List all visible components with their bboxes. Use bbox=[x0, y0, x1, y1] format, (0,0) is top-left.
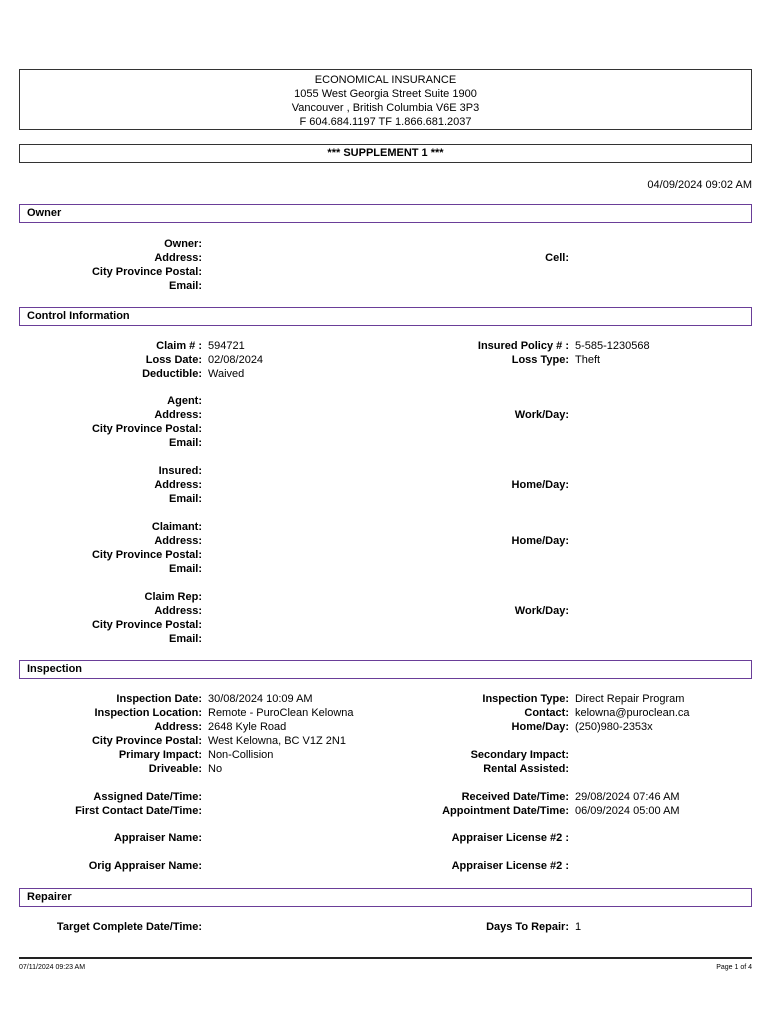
report-timestamp: 04/09/2024 09:02 AM bbox=[647, 179, 752, 191]
company-phone: F 604.684.1197 TF 1.866.681.2037 bbox=[299, 116, 472, 128]
field-value-left: Non-Collision bbox=[208, 749, 274, 761]
field-value-left: 594721 bbox=[208, 340, 245, 352]
field-value-left: 2648 Kyle Road bbox=[208, 721, 287, 733]
field-label-left: Driveable: bbox=[148, 763, 202, 775]
field-label-left: City Province Postal: bbox=[91, 619, 202, 631]
field-row bbox=[0, 265, 768, 279]
field-label-left: Loss Date: bbox=[145, 354, 202, 366]
field-label-right: Home/Day: bbox=[511, 535, 569, 547]
field-label-right: Work/Day: bbox=[514, 605, 569, 617]
field-row bbox=[0, 367, 768, 381]
field-value-right: kelowna@puroclean.ca bbox=[575, 707, 690, 719]
field-row bbox=[0, 394, 768, 408]
company-header bbox=[19, 69, 752, 130]
field-row bbox=[0, 251, 768, 265]
field-value-left: Waived bbox=[208, 368, 245, 380]
field-value-right: Direct Repair Program bbox=[575, 693, 685, 705]
field-row bbox=[0, 748, 768, 762]
field-label-right: Appraiser License #2 : bbox=[451, 860, 569, 872]
company-name: ECONOMICAL INSURANCE bbox=[314, 74, 457, 86]
field-value-left: No bbox=[208, 763, 223, 775]
field-label-left: Primary Impact: bbox=[118, 749, 202, 761]
field-label-right: Contact: bbox=[524, 707, 569, 719]
field-row bbox=[0, 859, 768, 873]
field-label-left: First Contact Date/Time: bbox=[75, 805, 202, 817]
field-row bbox=[0, 632, 768, 646]
field-row bbox=[0, 604, 768, 618]
field-label-right: Appointment Date/Time: bbox=[442, 805, 569, 817]
field-row bbox=[0, 408, 768, 422]
field-label-left: Agent: bbox=[167, 395, 202, 407]
field-label-left: Deductible: bbox=[142, 368, 202, 380]
field-row bbox=[0, 436, 768, 450]
field-label-left: City Province Postal: bbox=[91, 735, 202, 747]
field-row bbox=[0, 590, 768, 604]
field-label-left: Orig Appraiser Name: bbox=[88, 860, 202, 872]
field-label-left: Claimant: bbox=[151, 521, 202, 533]
field-value-right: 29/08/2024 07:46 AM bbox=[575, 791, 680, 803]
field-row bbox=[0, 464, 768, 478]
field-label-left: Claim # : bbox=[156, 340, 202, 352]
field-label-left: Address: bbox=[154, 535, 202, 547]
field-label-left: Owner: bbox=[164, 238, 202, 250]
field-row bbox=[0, 720, 768, 734]
field-label-left: Inspection Date: bbox=[116, 693, 202, 705]
field-label-right: Days To Repair: bbox=[486, 921, 569, 933]
field-value-left: West Kelowna, BC V1Z 2N1 bbox=[208, 735, 346, 747]
field-label-left: Claim Rep: bbox=[144, 591, 202, 603]
field-label-left: Assigned Date/Time: bbox=[93, 791, 202, 803]
field-row bbox=[0, 562, 768, 576]
field-label-left: Address: bbox=[154, 605, 202, 617]
field-row bbox=[0, 734, 768, 748]
field-label-left: Email: bbox=[168, 563, 202, 575]
field-label-right: Inspection Type: bbox=[482, 693, 569, 705]
field-row bbox=[0, 804, 768, 818]
field-row bbox=[0, 534, 768, 548]
field-label-left: Email: bbox=[168, 633, 202, 645]
field-value-right: (250)980-2353x bbox=[575, 721, 653, 733]
field-row bbox=[0, 478, 768, 492]
section-repairer: Repairer bbox=[19, 888, 752, 907]
field-label-left: City Province Postal: bbox=[91, 423, 202, 435]
field-label-left: Email: bbox=[168, 437, 202, 449]
field-row bbox=[0, 706, 768, 720]
field-label-left: Address: bbox=[154, 479, 202, 491]
field-label-right: Cell: bbox=[545, 252, 569, 264]
field-label-left: Address: bbox=[154, 721, 202, 733]
field-label-right: Rental Assisted: bbox=[483, 763, 569, 775]
field-row bbox=[0, 618, 768, 632]
field-row bbox=[0, 831, 768, 845]
field-row bbox=[0, 520, 768, 534]
field-label-right: Appraiser License #2 : bbox=[451, 832, 569, 844]
field-value-left: 02/08/2024 bbox=[208, 354, 264, 366]
field-row bbox=[0, 492, 768, 506]
field-label-right: Work/Day: bbox=[514, 409, 569, 421]
field-label-left: City Province Postal: bbox=[91, 549, 202, 561]
field-label-left: Appraiser Name: bbox=[113, 832, 202, 844]
field-row bbox=[0, 237, 768, 251]
footer-page-number: Page 1 of 4 bbox=[716, 964, 752, 971]
section-owner: Owner bbox=[19, 204, 752, 223]
footer-print-date: 07/11/2024 09:23 AM bbox=[19, 964, 86, 971]
field-label-left: Email: bbox=[168, 493, 202, 505]
field-value-right: 06/09/2024 05:00 AM bbox=[575, 805, 680, 817]
field-label-left: Target Complete Date/Time: bbox=[56, 921, 202, 933]
field-row bbox=[0, 339, 768, 353]
field-label-left: Email: bbox=[168, 280, 202, 292]
field-label-right: Received Date/Time: bbox=[461, 791, 569, 803]
field-value-right: 5-585-1230568 bbox=[575, 340, 650, 352]
field-row bbox=[0, 279, 768, 293]
field-row bbox=[0, 762, 768, 776]
field-label-left: Address: bbox=[154, 252, 202, 264]
field-value-right: Theft bbox=[575, 354, 601, 366]
field-row bbox=[0, 353, 768, 367]
footer-divider bbox=[19, 957, 752, 959]
field-row bbox=[0, 422, 768, 436]
company-street: 1055 West Georgia Street Suite 1900 bbox=[294, 88, 477, 100]
field-label-right: Home/Day: bbox=[511, 721, 569, 733]
field-row bbox=[0, 692, 768, 706]
section-control-information: Control Information bbox=[19, 307, 752, 326]
field-label-right: Loss Type: bbox=[511, 354, 569, 366]
supplement-title: *** SUPPLEMENT 1 *** bbox=[19, 144, 752, 163]
field-value-right: 1 bbox=[575, 921, 582, 933]
field-label-left: City Province Postal: bbox=[91, 266, 202, 278]
company-city: Vancouver , British Columbia V6E 3P3 bbox=[291, 102, 480, 114]
field-label-right: Home/Day: bbox=[511, 479, 569, 491]
field-value-left: Remote - PuroClean Kelowna bbox=[208, 707, 354, 719]
field-label-left: Address: bbox=[154, 409, 202, 421]
field-row bbox=[0, 790, 768, 804]
field-label-right: Insured Policy # : bbox=[477, 340, 569, 352]
field-value-left: 30/08/2024 10:09 AM bbox=[208, 693, 313, 705]
field-label-left: Insured: bbox=[158, 465, 202, 477]
section-inspection: Inspection bbox=[19, 660, 752, 679]
field-row bbox=[0, 548, 768, 562]
field-label-left: Inspection Location: bbox=[94, 707, 202, 719]
field-row bbox=[0, 920, 768, 934]
field-label-right: Secondary Impact: bbox=[470, 749, 569, 761]
